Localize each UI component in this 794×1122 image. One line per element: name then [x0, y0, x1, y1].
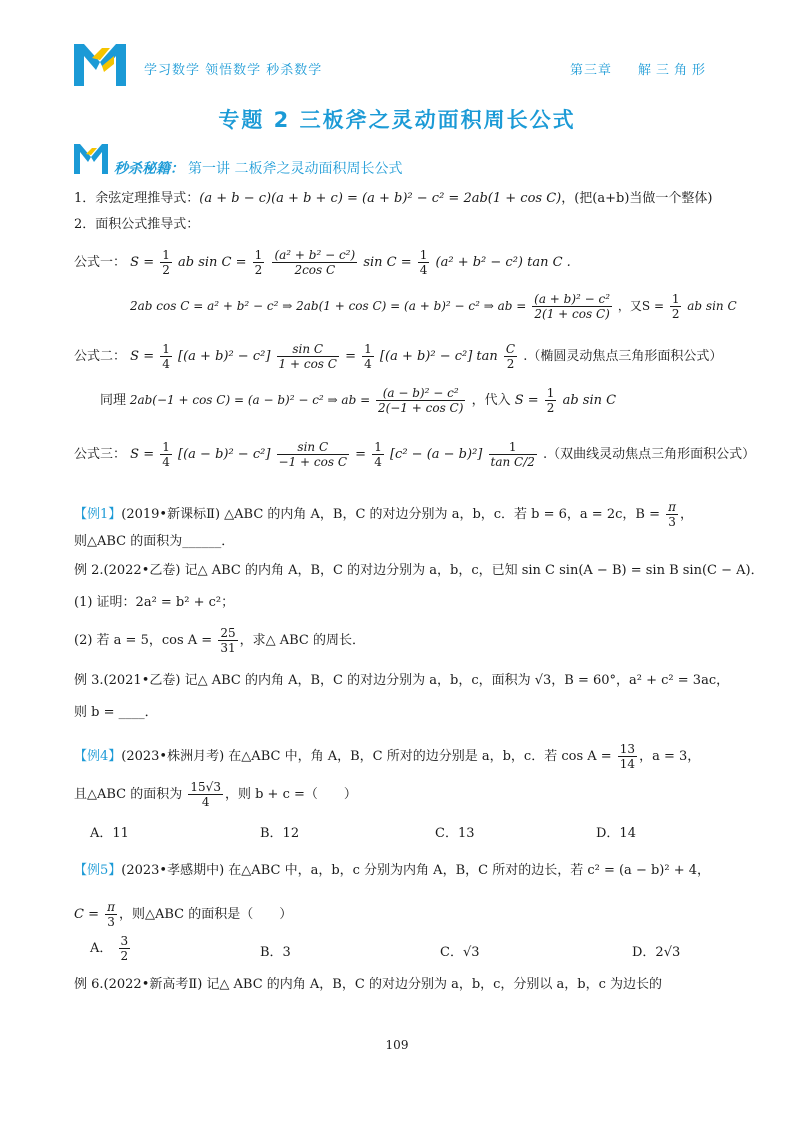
e5-option-b[interactable]: B．3	[260, 945, 291, 960]
page-header	[0, 0, 794, 100]
page-title: 专题 2 三板斧之灵动面积周长公式	[218, 108, 576, 132]
f2-f: .（椭圆灵动焦点三角形面积公式）	[523, 349, 723, 364]
f3-frac1	[160, 440, 172, 469]
d1-frac1	[532, 292, 612, 321]
e4-option-b[interactable]: B．12	[260, 826, 300, 841]
f2-frac1	[160, 342, 172, 371]
d2-f: ab sin C	[562, 393, 617, 408]
f3-b: [(a − b)² − c²]	[178, 447, 271, 462]
f2-n2: sin C	[277, 342, 339, 357]
f3-f: .（双曲线灵动焦点三角形面积公式）	[543, 447, 756, 462]
f1-frac2	[253, 248, 265, 277]
e5-option-c[interactable]: C．√3	[440, 945, 480, 960]
chapter-number: 第三章	[570, 63, 613, 78]
f2-frac4	[504, 342, 517, 371]
e1-d: 3	[668, 515, 676, 529]
f1-d2: 2	[254, 263, 263, 277]
formula-3	[74, 440, 755, 469]
d1-d2: 2	[671, 307, 680, 321]
e1-frac	[666, 500, 678, 529]
f2-c: =	[345, 349, 361, 364]
d2-d: 2(−1 + cos C)	[377, 401, 464, 415]
f1-b: ab sin C =	[178, 255, 251, 270]
f1-frac1	[160, 248, 172, 277]
f3-frac3	[372, 440, 384, 469]
e4-d2: 4	[201, 795, 210, 809]
f2-n4: C	[505, 342, 516, 356]
derivation-1	[130, 292, 737, 321]
e5-n: π	[107, 900, 115, 914]
d2-e: S =	[510, 393, 543, 408]
e5-a: (2023•孝感期中) 在△ABC 中，a，b，c 分别为内角 A，B，C 所对的边长，若 c² = (a − b)² + 4，	[121, 863, 711, 878]
example-2-part-1: (1) 证明：2a² = b² + c²；	[74, 595, 235, 610]
f2-n1: 1	[162, 342, 170, 356]
example-1	[74, 500, 693, 529]
e4-option-a[interactable]: A．11	[90, 826, 129, 841]
f2-n3: 1	[364, 342, 372, 356]
brand-logo-icon	[74, 40, 126, 86]
e4-n: 13	[619, 742, 636, 756]
e5-frac	[105, 900, 117, 929]
d2-c: ，代入	[471, 393, 511, 408]
f2-frac3	[362, 342, 374, 371]
f3-c: =	[355, 447, 371, 462]
d2-d2: 2	[546, 401, 555, 415]
f2-d4: 2	[506, 357, 515, 371]
e5-opta-frac	[119, 934, 131, 963]
header-motto: 学习数学 领悟数学 秒杀数学	[144, 63, 323, 78]
page-number: 109	[385, 1038, 409, 1052]
e4-a: (2023•株洲月考) 在△ABC 中，角 A，B，C 所对的边分别是 a，b，c．若 cos A =	[121, 749, 616, 764]
e5-opta-label: A．	[90, 941, 113, 956]
section-text: 第一讲 二板斧之灵动面积周长公式	[188, 161, 403, 177]
e4-frac	[618, 742, 637, 771]
f1-frac3	[272, 248, 357, 277]
formula-1	[74, 248, 571, 277]
example-2-part-2	[74, 626, 365, 655]
d1-b: ，又S =	[617, 299, 668, 313]
e4-frac2	[188, 780, 223, 809]
f1-c: sin C =	[363, 255, 416, 270]
example-2: 例 2.(2022•乙卷) 记△ ABC 的内角 A，B，C 的对边分别为 a，b，c，已知 sin C sin(A − B) = sin B sin(C − A)．	[74, 563, 764, 578]
f3-d3: 4	[374, 455, 382, 469]
e2-n: 25	[220, 626, 236, 640]
example-5	[74, 862, 710, 880]
d2-n2: 1	[546, 386, 555, 400]
f3-n4: 1	[489, 440, 537, 455]
e5-c: ，则△ABC 的面积是（ ）	[119, 907, 293, 922]
f3-n2: sin C	[277, 440, 349, 455]
f2-frac2	[277, 342, 339, 371]
example-3-line-2: 则 b = ____．	[74, 705, 158, 720]
f1-n2: 1	[254, 248, 263, 262]
e4-d: 14	[619, 757, 636, 771]
f1-d1: 2	[162, 263, 170, 277]
f3-e: [c² − (a − b)²]	[389, 447, 483, 462]
f3-a: S =	[130, 447, 159, 462]
d2-b: 2ab(−1 + cos C) = (a − b)² − c² ⇒ ab =	[126, 393, 374, 407]
f2-d2: 1 + cos C	[278, 357, 337, 371]
f3-n1: 1	[162, 440, 170, 454]
formula-2	[74, 342, 722, 371]
d1-a: 2ab cos C = a² + b² − c² ⇒ 2ab(1 + cos C) = (a + b)² − c² ⇒ ab =	[130, 299, 531, 313]
chapter-title: 解三角形	[638, 63, 711, 78]
l1-note: ，(把(a+b)当做一个整体)	[561, 191, 713, 206]
line-1	[74, 190, 713, 208]
e1-b: ，	[680, 507, 694, 522]
f1-n3: (a² + b² − c²)	[274, 248, 356, 262]
e4-option-c[interactable]: C．13	[435, 826, 475, 841]
f2-e: [(a + b)² − c²] tan	[379, 349, 498, 364]
e4-n2: 15√3	[190, 780, 221, 794]
f1-n4: 1	[419, 248, 428, 262]
section-heading	[74, 142, 734, 178]
f2-a: S =	[130, 349, 159, 364]
e5-option-a[interactable]	[90, 934, 132, 963]
d2-n: (a − b)² − c²	[376, 386, 465, 401]
f3-d1: 4	[162, 455, 170, 469]
example-1-line-2: 则△ABC 的面积为______．	[74, 534, 235, 549]
f1-d4: 4	[419, 263, 428, 277]
f3-d4: tan C/2	[490, 455, 535, 469]
d2-frac2	[545, 386, 557, 415]
e4-option-d[interactable]: D．14	[596, 826, 636, 841]
example-6: 例 6.(2022•新高考Ⅱ) 记△ ABC 的内角 A，B，C 的对边分别为 a，b，c，分别以 a，b，c 为边长的	[74, 977, 663, 992]
d1-c: ab sin C	[687, 299, 737, 313]
f3-label: 公式三：	[74, 447, 127, 462]
l1-label: 1．余弦定理推导式：	[74, 191, 200, 206]
header-chapter	[570, 59, 710, 78]
example-4	[74, 742, 700, 771]
f3-n3: 1	[374, 440, 382, 454]
e2-c: (2) 若 a = 5，cos A =	[74, 633, 217, 648]
example-3: 例 3.(2021•乙卷) 记△ ABC 的内角 A，B，C 的对边分别为 a，b，c，面积为 √3，B = 60°，a² + c² = 3ac，	[74, 673, 730, 688]
d1-n2: 1	[671, 292, 680, 306]
mini-logo-icon	[74, 142, 108, 174]
d2-a: 同理	[100, 393, 127, 408]
f3-frac4	[489, 440, 537, 469]
f3-frac2	[277, 440, 349, 469]
f2-d3: 4	[364, 357, 372, 371]
f1-a: S =	[130, 255, 159, 270]
example-5-line-2	[74, 900, 292, 929]
l1-formula: (a + b − c)(a + b + c) = (a + b)² − c² = 2ab(1 + cos C)	[199, 191, 562, 206]
e4-e: ，则 b + c =（ ）	[224, 787, 357, 802]
d1-n: (a + b)² − c²	[534, 292, 611, 306]
f2-b: [(a + b)² − c²]	[178, 349, 271, 364]
e5-opta-d: 2	[120, 949, 129, 963]
derivation-2	[100, 386, 616, 415]
f1-d3: 2cos C	[294, 263, 336, 277]
e2-d: 31	[220, 641, 236, 655]
e4-c: 且△ABC 的面积为	[74, 787, 183, 802]
d2-frac1	[376, 386, 465, 415]
f1-frac4	[418, 248, 430, 277]
e1-n: π	[668, 500, 676, 514]
e2-e: ，求△ ABC 的周长．	[239, 633, 366, 648]
f2-label: 公式二：	[74, 349, 127, 364]
e4-b: ，a = 3，	[639, 749, 701, 764]
e5-tag: 【例5】	[74, 863, 122, 878]
e5-b: C =	[74, 907, 104, 922]
f2-d1: 4	[162, 357, 170, 371]
example-4-line-2	[74, 780, 357, 809]
e2-frac	[218, 626, 237, 655]
d1-frac2	[670, 292, 682, 321]
f3-d2: −1 + cos C	[278, 455, 348, 469]
e4-tag: 【例4】	[74, 749, 122, 764]
e1-tag: 【例1】	[74, 507, 122, 522]
f1-n1: 1	[162, 248, 170, 262]
e5-d: 3	[107, 915, 115, 929]
e5-option-d[interactable]: D．2√3	[632, 945, 681, 960]
line-2: 2．面积公式推导式：	[74, 217, 200, 232]
f1-label: 公式一：	[74, 255, 127, 270]
e1-a: (2019•新课标Ⅱ) △ABC 的内角 A，B，C 的对边分别为 a，b，c．若 b = 6，a = 2c，B =	[121, 507, 665, 522]
f1-d: (a² + b² − c²) tan C .	[435, 255, 571, 270]
section-tag: 秒杀秘籍：	[114, 161, 184, 177]
d1-d: 2(1 + cos C)	[534, 307, 610, 321]
e5-opta-n: 3	[120, 934, 129, 948]
